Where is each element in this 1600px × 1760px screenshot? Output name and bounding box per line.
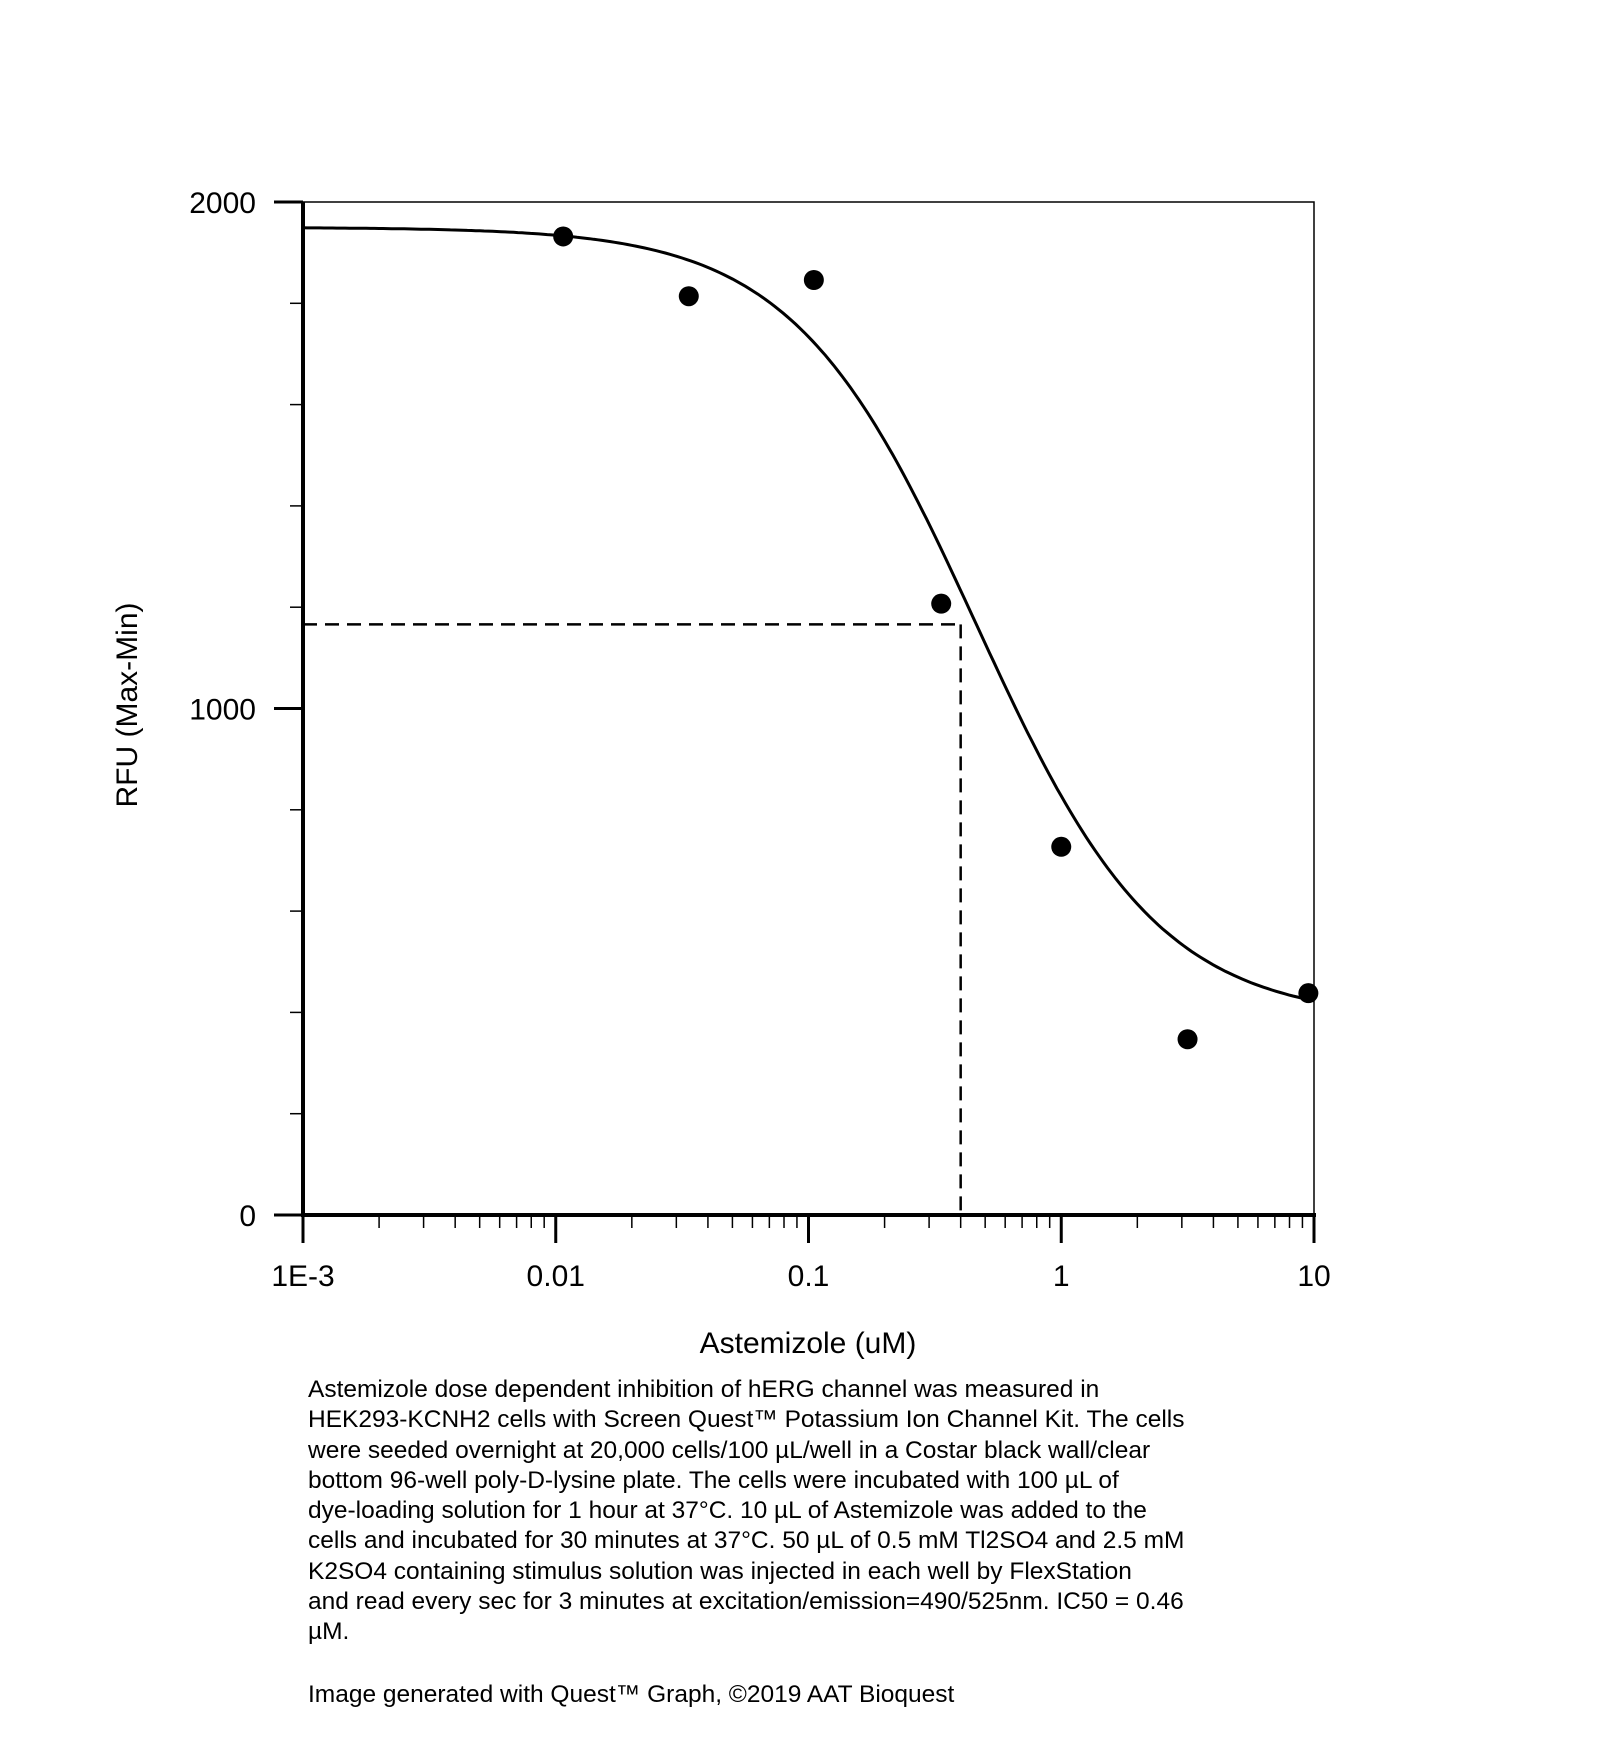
data-point — [1051, 837, 1071, 857]
data-point — [1298, 983, 1318, 1003]
x-tick-label: 0.01 — [526, 1260, 585, 1293]
data-points — [553, 226, 1318, 1049]
x-tick-label: 1 — [1052, 1260, 1070, 1293]
axis-ticks — [274, 202, 1314, 1243]
x-tick-label: 0.1 — [787, 1260, 830, 1293]
data-point — [804, 270, 824, 290]
image-credit: Image generated with Quest™ Graph, ©2019 AAT Bioquest — [308, 1681, 955, 1708]
y-tick-label: 2000 — [189, 187, 256, 220]
y-tick-label: 1000 — [189, 693, 256, 727]
data-point — [679, 286, 699, 306]
plot-frame — [302, 202, 1314, 1215]
x-tick-label: 10 — [1297, 1260, 1331, 1293]
y-axis-label: RFU (Max-Min) — [111, 602, 144, 808]
x-axis-label: Astemizole (uM) — [699, 1327, 917, 1360]
data-point — [931, 594, 951, 614]
fit-curve — [303, 228, 1314, 1001]
data-point — [1178, 1029, 1198, 1049]
y-tick-label: 0 — [239, 1200, 256, 1233]
figure-caption: Astemizole dose dependent inhibition of hERG channel was measured in HEK293-KCNH2 cells with Screen Quest™ Potassium Ion Channel Kit. The cells were seeded overnight at 20,000 cells/100 µL/well in a Costar black wall/clear bottom 96-well poly-D-lysine plate. The cells were incubated with 100 µL of dye-loading solution for 1 hour at 37°C. 10 µL of Astemizole was added to the cells and incubated for 30 minutes at 37°C. 50 µL of 0.5 mM Tl2SO4 and 2.5 mM K2SO4 containing stimulus solution was injected in each well by FlexStation and read every sec for 3 minutes at excitation/emission=490/525nm. IC50 = 0.46 µM. — [308, 1376, 1185, 1646]
x-tick-label: 1E-3 — [271, 1260, 335, 1293]
data-point — [553, 226, 573, 246]
tick-labels — [189, 187, 1330, 1293]
ic50-guide-lines — [303, 624, 961, 1215]
